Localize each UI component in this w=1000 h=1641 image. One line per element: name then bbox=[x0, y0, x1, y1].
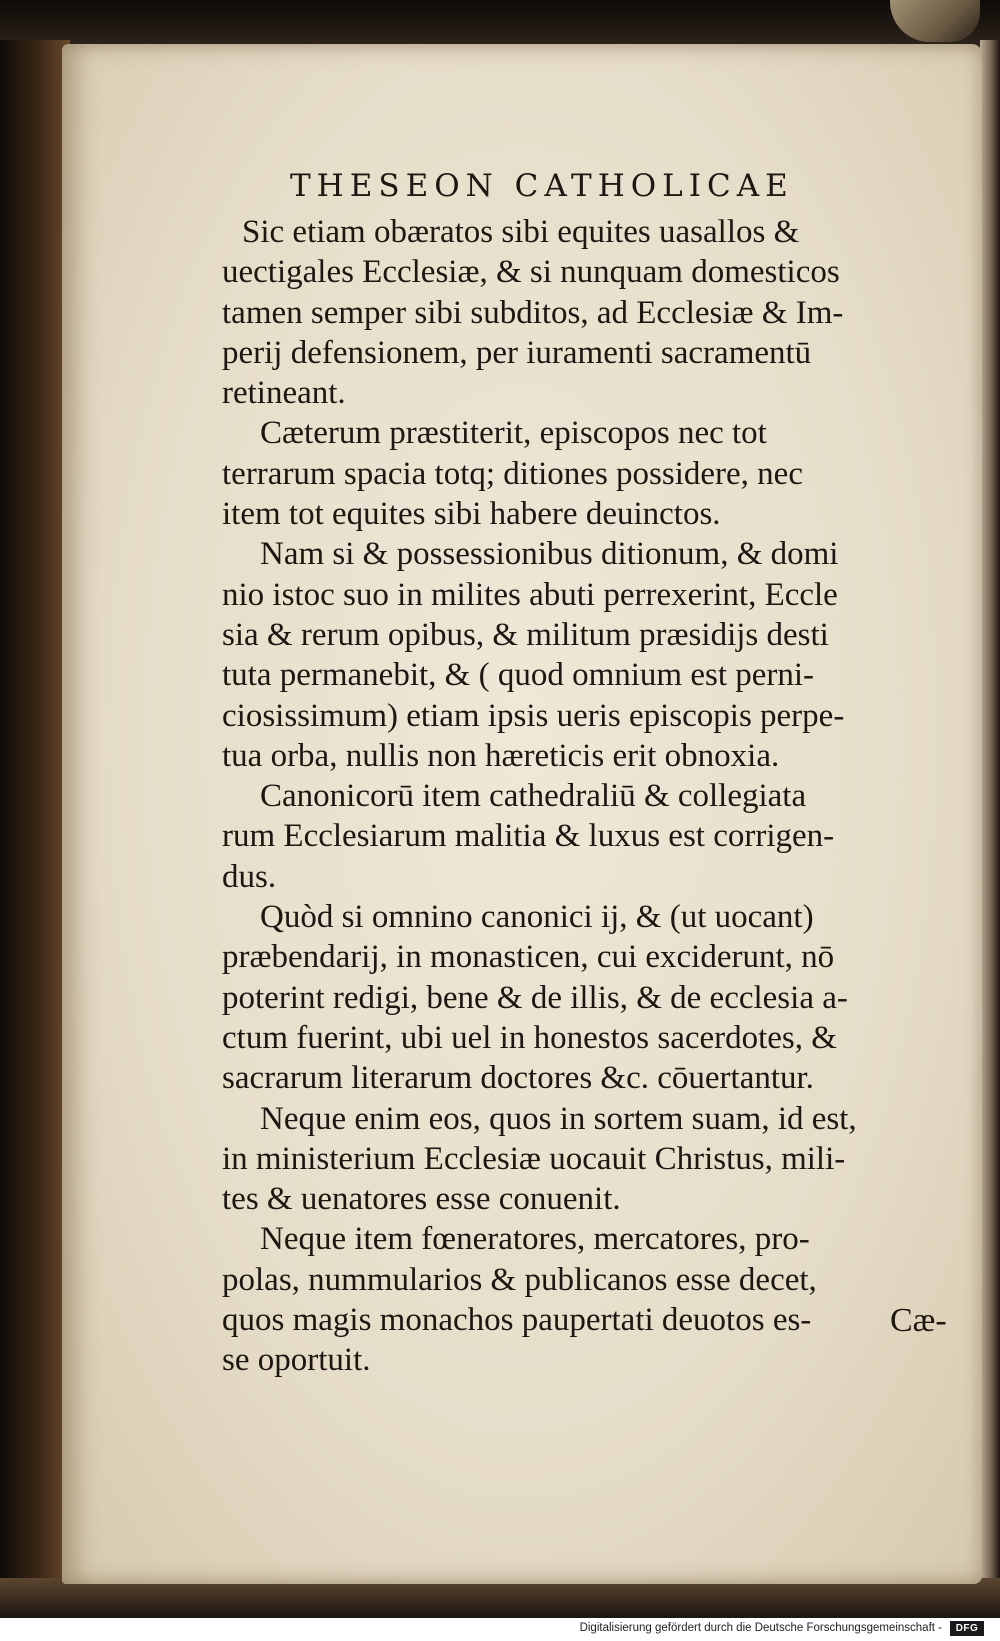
text-line: tamen semper sibi subditos, ad Ecclesiæ & Im- bbox=[222, 294, 844, 331]
text-line: item tot equites sibi habere deuinctos. bbox=[222, 496, 721, 533]
text-line: tes & uenatores esse conuenit. bbox=[222, 1181, 621, 1218]
text-line: Cæterum præstiterit, episcopos nec tot bbox=[260, 415, 767, 452]
text-line: terrarum spacia totq; ditiones possidere, nec bbox=[222, 455, 803, 492]
text-line: Sic etiam obæratos sibi equites uasallos & bbox=[242, 214, 800, 250]
dfg-logo: DFG bbox=[950, 1621, 984, 1636]
text-line: perij defensionem, per iuramenti sacramentū bbox=[222, 334, 812, 371]
running-head: THESEON CATHOLICAE bbox=[290, 168, 794, 204]
text-line: tua orba, nullis non hæreticis erit obnoxia. bbox=[222, 737, 780, 774]
text-line: sacrarum literarum doctores &c. cōuertantur. bbox=[222, 1060, 814, 1097]
text-line: retineant. bbox=[222, 375, 346, 412]
text-line: Canonicorū item cathedraliū & collegiata bbox=[260, 778, 807, 815]
text-line: Quòd si omnino canonici ij, & (ut uocant) bbox=[260, 899, 814, 936]
book-fore-edge bbox=[980, 40, 1000, 1580]
text-line: nio istoc suo in milites abuti perrexerint, Eccle bbox=[222, 576, 838, 613]
text-line: ciosissimum) etiam ipsis ueris episcopis perpe- bbox=[222, 697, 845, 734]
catchword: Cæ- bbox=[890, 1302, 947, 1339]
text-line: poterint redigi, bene & de illis, & de ecclesia a- bbox=[222, 979, 848, 1016]
text-line: Neque enim eos, quos in sortem suam, id est, bbox=[260, 1100, 857, 1137]
text-line: Nam si & possessionibus ditionum, & domi bbox=[260, 536, 839, 573]
text-line: rum Ecclesiarum malitia & luxus est corrigen- bbox=[222, 818, 835, 855]
book-spine-edge bbox=[0, 40, 70, 1580]
text-line: Neque item fœneratores, mercatores, pro- bbox=[260, 1221, 810, 1258]
text-line: dus. bbox=[222, 858, 277, 895]
book-edge-bottom bbox=[0, 1578, 1000, 1618]
text-line: ctum fuerint, ubi uel in honestos sacerdotes, & bbox=[222, 1019, 837, 1056]
text-line: se oportuit. bbox=[222, 1342, 371, 1379]
text-line: uectigales Ecclesiæ, & si nunquam domesticos bbox=[222, 254, 840, 291]
text-line: quos magis monachos paupertati deuotos es- bbox=[222, 1302, 812, 1339]
text-line: sia & rerum opibus, & militum præsidijs desti bbox=[222, 616, 829, 653]
text-line: præbendarij, in monasticen, cui exciderunt, nō bbox=[222, 939, 835, 976]
text-line: tuta permanebit, & ( quod omnium est perni- bbox=[222, 657, 815, 694]
text-line: polas, nummularios & publicanos esse decet, bbox=[222, 1261, 817, 1298]
digitization-credit: Digitalisierung gefördert durch die Deutsche Forschungsgemeinschaft - bbox=[579, 1622, 942, 1634]
body-text bbox=[222, 212, 952, 1381]
text-line: in ministerium Ecclesiæ uocauit Christus, mili- bbox=[222, 1140, 846, 1177]
